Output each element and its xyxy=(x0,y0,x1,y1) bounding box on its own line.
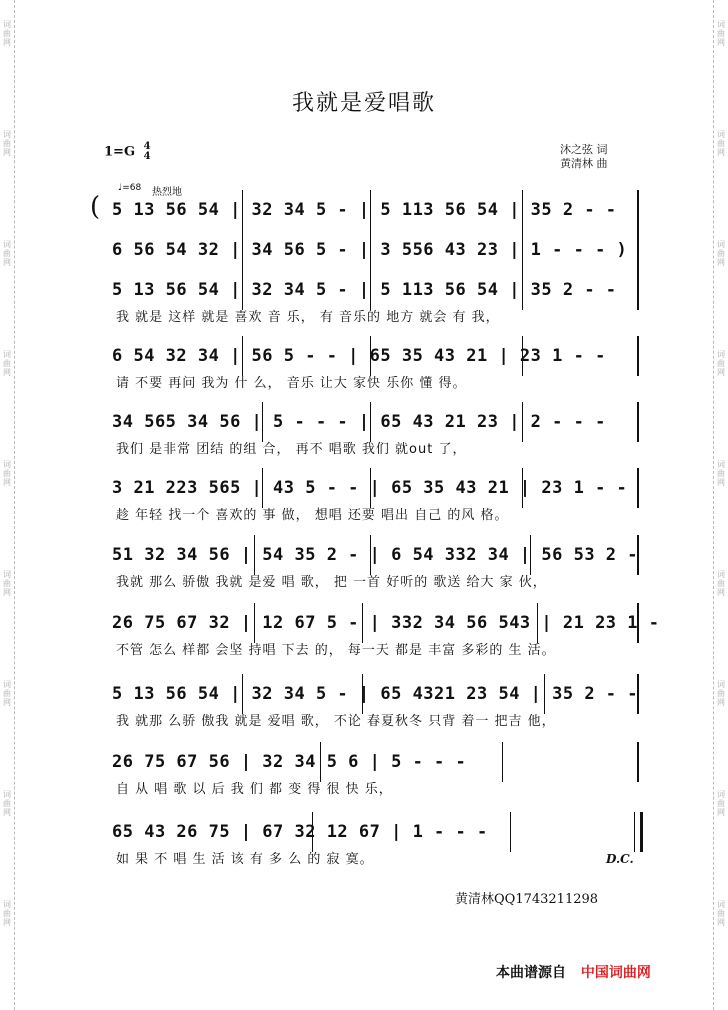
key-label: 1=G xyxy=(104,144,136,160)
notation-line: 34 565 34 56 | 5 - - - | 65 43 21 23 | 2 - - - xyxy=(112,412,606,432)
bar-line xyxy=(637,190,639,230)
bar-line xyxy=(510,812,511,852)
bar-line xyxy=(370,190,371,230)
notation-line: 5 13 56 54 | 32 34 5 - | 5 113 56 54 | 35 2 - - xyxy=(112,200,617,220)
bar-line xyxy=(637,402,639,442)
bar-line xyxy=(637,336,639,376)
intro-open-paren: ( xyxy=(90,192,101,222)
bar-line xyxy=(522,230,523,270)
bar-line xyxy=(637,535,639,575)
dc-mark: D.C. xyxy=(606,852,634,866)
final-barline xyxy=(634,812,643,852)
bar-line xyxy=(362,674,363,714)
side-watermark: 词 曲 网 xyxy=(3,130,11,157)
bar-line xyxy=(254,603,255,643)
notation-line: 51 32 34 56 | 54 35 2 - | 6 54 332 34 | 56 53 2 - xyxy=(112,545,639,565)
notation-line: 6 56 54 32 | 34 56 5 - | 3 556 43 23 | 1 - - - ) xyxy=(112,240,628,260)
song-title: 我就是爱唱歌 xyxy=(291,91,436,116)
notation-line: 5 13 56 54 | 32 34 5 - | 65 4321 23 54 | 35 2 - - xyxy=(112,684,639,704)
bar-line xyxy=(370,402,371,442)
notation-line: 26 75 67 32 | 12 67 5 - | 332 34 56 543 | 21 23 1 - xyxy=(112,613,660,633)
tempo-mark: ♩=68 xyxy=(118,183,142,193)
side-watermark: 词 曲 网 xyxy=(717,570,725,597)
author-contact: 黄清林QQ1743211298 xyxy=(455,892,599,907)
lyric-line: 我们 是非常 团结 的组 合， 再不 唱歌 我们 就out 了， xyxy=(116,442,467,457)
side-watermark: 词 曲 网 xyxy=(717,900,725,927)
lyric-line: 请 不要 再问 我为 什 么， 音乐 让大 家快 乐你 懂 得。 xyxy=(116,376,467,391)
side-watermark: 词 曲 网 xyxy=(3,20,11,47)
side-watermark: 词 曲 网 xyxy=(3,900,11,927)
side-watermark: 词 曲 网 xyxy=(717,680,725,707)
lyric-line: 我就 那么 骄傲 我就 是爱 唱 歌， 把 一首 好听的 歌送 给大 家 伙， xyxy=(116,575,547,590)
bar-line xyxy=(522,336,523,376)
bar-line xyxy=(530,535,531,575)
bar-line xyxy=(362,603,363,643)
lyric-line: 自 从 唱 歌 以 后 我 们 都 变 得 很 快 乐， xyxy=(116,782,393,797)
bar-line xyxy=(320,742,321,782)
bar-line xyxy=(637,674,639,714)
time-signature xyxy=(144,142,151,162)
source-label: 本曲谱源自 xyxy=(496,965,566,981)
credits xyxy=(560,143,608,171)
side-watermark: 词 曲 网 xyxy=(3,350,11,377)
bar-line xyxy=(637,230,639,270)
bar-line xyxy=(370,535,371,575)
lyric-line: 我 就那 么骄 傲我 就是 爱唱 歌， 不论 春夏秋冬 只背 着一 把吉 他， xyxy=(116,714,556,729)
bar-line xyxy=(544,674,545,714)
expression-mark: 热烈地 xyxy=(152,187,182,198)
lyric-line: 我 就是 这样 就是 喜欢 音 乐， 有 音乐的 地方 就会 有 我， xyxy=(116,310,500,325)
bar-line xyxy=(522,402,523,442)
composer: 黄清林 曲 xyxy=(560,157,608,170)
side-watermark: 词 曲 网 xyxy=(717,460,725,487)
time-signature-bottom: 4 xyxy=(143,151,151,162)
side-watermark: 词 曲 网 xyxy=(717,20,725,47)
bar-line xyxy=(242,336,243,376)
lyric-line: 如 果 不 唱 生 活 该 有 多 么 的 寂 寞。 xyxy=(116,852,374,867)
bar-line xyxy=(370,468,371,508)
lyric-line: 不管 怎么 样都 会坚 持唱 下去 的， 每一天 都是 丰富 多彩的 生 活。 xyxy=(116,643,556,658)
notation-line: 3 21 223 565 | 43 5 - - | 65 35 43 21 | 23 1 - - xyxy=(112,478,628,498)
bar-line xyxy=(637,742,639,782)
side-watermark: 词 曲 网 xyxy=(717,350,725,377)
bar-line xyxy=(242,674,243,714)
source-footer xyxy=(496,962,651,982)
bar-line xyxy=(522,468,523,508)
notation-line: 26 75 67 56 | 32 34 5 6 | 5 - - - xyxy=(112,752,467,772)
bar-line xyxy=(537,603,538,643)
bar-line xyxy=(312,812,313,852)
bar-line xyxy=(254,535,255,575)
bar-line xyxy=(522,270,523,310)
time-signature-top: 4 xyxy=(143,141,151,152)
side-watermark: 词 曲 网 xyxy=(717,130,725,157)
notation-line: 65 43 26 75 | 67 32 12 67 | 1 - - - xyxy=(112,822,488,842)
bar-line xyxy=(242,190,243,230)
lyricist: 沐之弦 词 xyxy=(560,143,608,156)
bar-line xyxy=(637,270,639,310)
bar-line xyxy=(502,742,503,782)
side-watermark: 词 曲 网 xyxy=(3,240,11,267)
bar-line xyxy=(522,190,523,230)
bar-line xyxy=(242,230,243,270)
side-watermark: 词 曲 网 xyxy=(3,570,11,597)
notation-line: 6 54 32 34 | 56 5 - - | 65 35 43 21 | 23 1 - - xyxy=(112,346,606,366)
bar-line xyxy=(370,270,371,310)
key-signature xyxy=(104,142,151,162)
bar-line xyxy=(370,230,371,270)
side-watermark: 词 曲 网 xyxy=(717,790,725,817)
side-watermark: 词 曲 网 xyxy=(3,680,11,707)
source-brand-link[interactable]: 中国词曲网 xyxy=(580,965,651,981)
lyric-line: 趁 年轻 找一个 喜欢的 事 做， 想唱 还要 唱出 自己 的风 格。 xyxy=(116,508,509,523)
bar-line xyxy=(637,603,639,643)
bar-line xyxy=(262,468,263,508)
bar-line xyxy=(242,270,243,310)
bar-line xyxy=(370,336,371,376)
side-watermark: 词 曲 网 xyxy=(3,460,11,487)
side-watermark: 词 曲 网 xyxy=(3,790,11,817)
bar-line xyxy=(262,402,263,442)
side-watermark: 词 曲 网 xyxy=(717,240,725,267)
bar-line xyxy=(637,468,639,508)
notation-line: 5 13 56 54 | 32 34 5 - | 5 113 56 54 | 35 2 - - xyxy=(112,280,617,300)
